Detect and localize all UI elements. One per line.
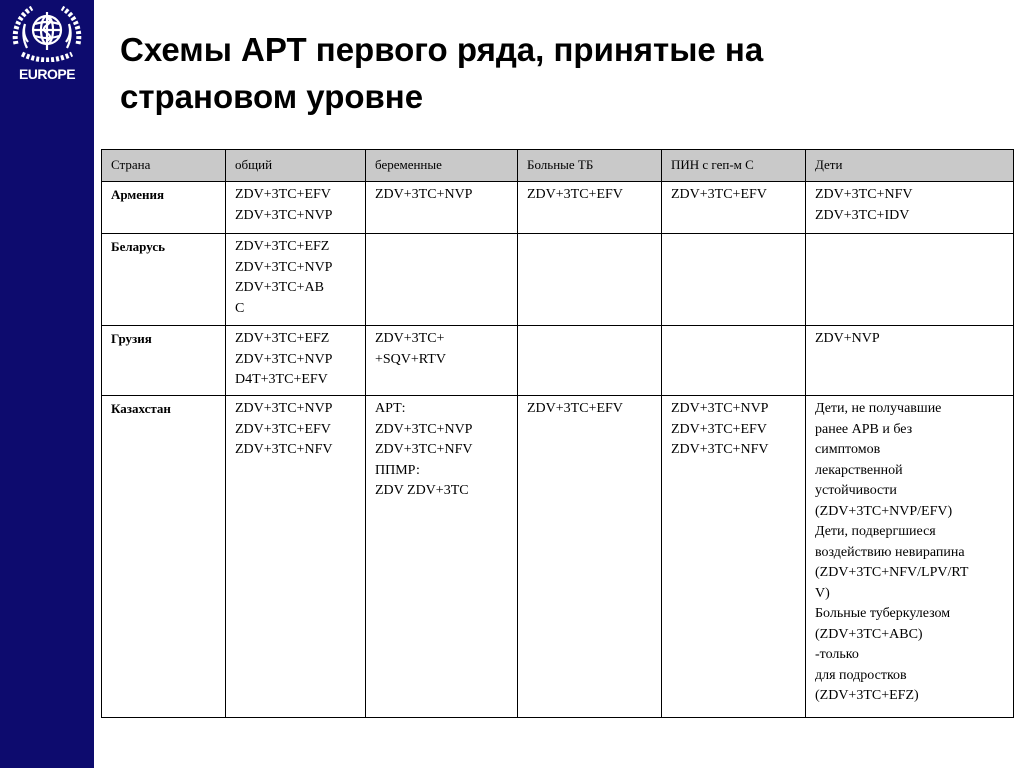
cell-line: ZDV+3TC+EFV [671,421,767,437]
cell-line: (ZDV+3TC+NVP/EFV) [815,503,953,519]
cell-line: ZDV+3TC+NVP [235,351,333,367]
cell-line: ZDV+3TC+EFV [671,187,767,202]
column-header-idu-hepatitis-c: ПИН с геп-м С [662,150,806,182]
table-row [102,326,1014,396]
arv-regimens-table [101,149,1014,718]
cell-line: +SQV+RTV [375,351,446,367]
cell-line: ZDV+3TC+NFV [815,187,913,202]
cell-line: ZDV+3TC+NFV [375,442,473,457]
cell-children [806,234,1014,326]
cell-line: (ZDV+3TC+NFV/LPV/RT [815,565,969,580]
cell-line: (ZDV+3TC+EFZ) [815,688,919,703]
logo-region-label: EUROPE [18,66,76,82]
page-title-line-2: страновом уровне [120,78,424,115]
cell-country: Беларусь [102,234,226,326]
cell-pregnant [366,234,518,326]
cell-tb-patients [518,234,662,326]
cell-line: V) [815,585,830,601]
cell-line: ZDV+3TC+NVP [235,259,333,275]
cell-line: устойчивости [815,483,897,498]
column-header-tb-patients: Больные ТБ [518,150,662,182]
table-header-row [102,150,1014,182]
cell-idu-hepatitis-c [662,326,806,396]
cell-line: ZDV+3TC+NVP [671,401,769,416]
cell-line: ZDV+3TC+EFZ [235,331,330,346]
cell-line: ZDV+3TC+IDV [815,207,910,223]
cell-line: -только [815,647,859,662]
page-title [120,26,1000,120]
column-header-general: общий [226,150,366,182]
cell-pregnant [366,182,518,234]
cell-country: Грузия [102,326,226,396]
cell-line: для подростков [815,667,907,683]
cell-line: ранее АРВ и без [815,421,913,437]
column-header-children: Дети [806,150,1014,182]
cell-line: Дети, подвергшиеся [815,524,936,539]
cell-line: ZDV+3TC+NVP [235,207,333,223]
cell-line: ZDV+3TC+AB [235,280,324,295]
cell-line: ZDV+3TC+NVP [375,187,473,202]
table-body [102,182,1014,718]
table-row [102,234,1014,326]
cell-idu-hepatitis-c [662,182,806,234]
cell-line: ZDV+3TC+NVP [375,421,473,437]
cell-country: Армения [102,182,226,234]
cell-line: воздействию невирапина [815,544,965,560]
cell-line: ZDV+NVP [815,331,880,346]
cell-line: ZDV+3TC+ [375,331,445,346]
who-europe-logo [12,4,82,84]
cell-line: D4T+3TC+EFV [235,372,328,387]
cell-line: ZDV+3TC+EFV [527,401,623,416]
cell-general [226,182,366,234]
cell-line: ZDV+3TC+NVP [235,401,333,416]
column-header-country: Страна [102,150,226,182]
cell-line: ZDV+3TC+EFZ [235,239,330,254]
cell-line: (ZDV+3TC+ABC) [815,626,923,642]
cell-children [806,396,1014,718]
cell-tb-patients [518,396,662,718]
cell-general [226,326,366,396]
who-emblem-icon [12,4,82,62]
cell-children [806,326,1014,396]
cell-general [226,396,366,718]
cell-idu-hepatitis-c [662,234,806,326]
cell-line: АРТ: [375,401,406,416]
cell-line: ZDV+3TC+EFV [235,421,331,437]
cell-pregnant [366,396,518,718]
table-row [102,182,1014,234]
cell-idu-hepatitis-c [662,396,806,718]
cell-tb-patients [518,326,662,396]
cell-line: ZDV+3TC+EFV [527,187,623,202]
cell-tb-patients [518,182,662,234]
cell-pregnant [366,326,518,396]
cell-country: Казахстан [102,396,226,718]
cell-line: Дети, не получавшие [815,401,942,416]
cell-general [226,234,366,326]
cell-line: ZDV+3TC+EFV [235,187,331,202]
page-title-line-1: Схемы АРТ первого ряда, принятые на [120,31,764,68]
cell-line: Больные туберкулезом [815,606,951,621]
cell-line: C [235,300,245,316]
table-row [102,396,1014,718]
cell-line: ZDV+3TC+NFV [235,442,333,457]
cell-line: ZDV+3TC+NFV [671,442,769,457]
column-header-pregnant: беременные [366,150,518,182]
cell-line: ППМР: [375,462,420,478]
cell-children [806,182,1014,234]
sidebar [0,0,94,768]
cell-line: ZDV ZDV+3TC [375,483,469,498]
cell-line: лекарственной [815,462,903,478]
cell-line: симптомов [815,442,881,457]
